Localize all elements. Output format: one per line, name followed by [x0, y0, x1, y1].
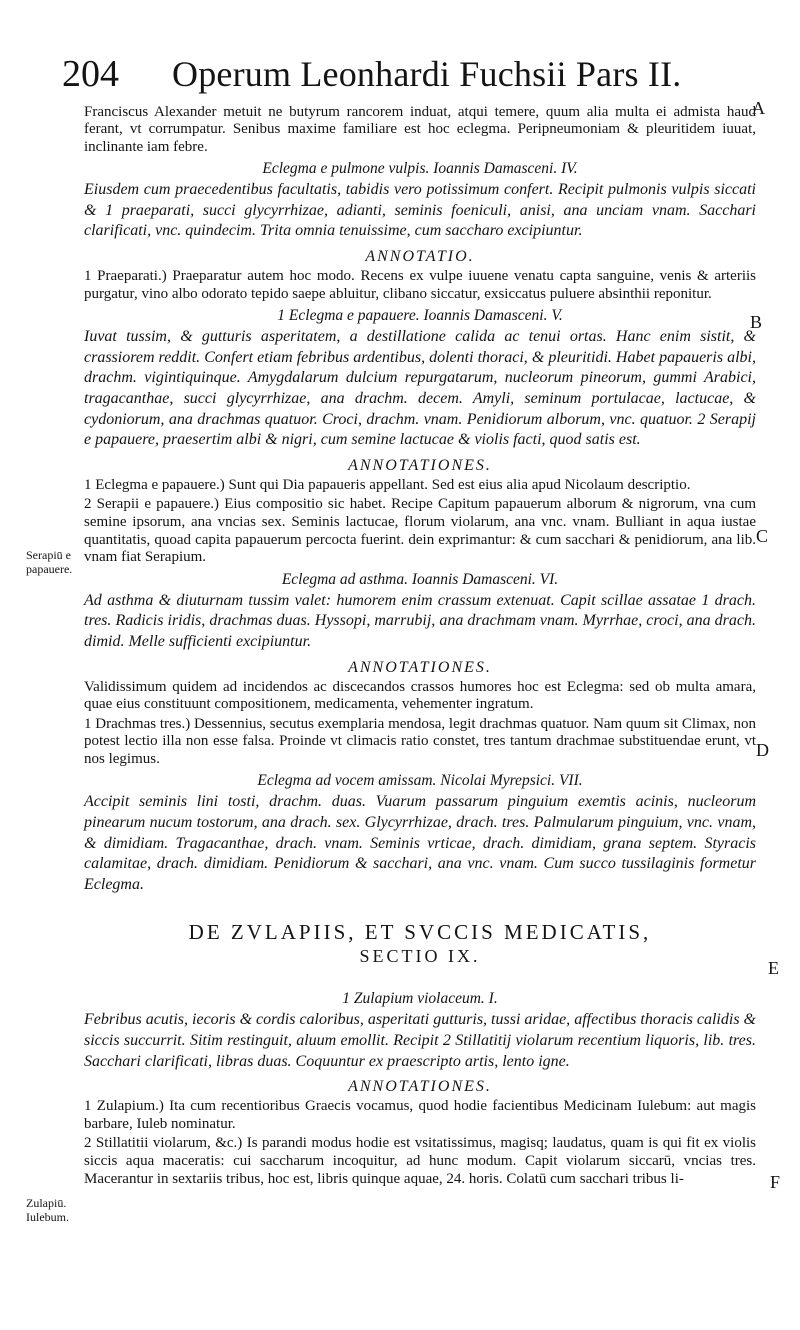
recipe-heading-iv: Eclegma e pulmone vulpis. Ioannis Damasceni. IV. — [262, 160, 578, 178]
recipe-vii: Accipit seminis lini tosti, drachm. duas. Vuarum passarum pinguium exemtis acinis, nucleorum pinearum nucum tostorum, ana drach. sex. Glycyrrhizae, drach. tres. Palmularum pinguium, vnc. vnam, & dimidiam. Tragacanthae, drach. vnam. Seminis vrticae, drach. dimidiam, grana septem. Styracis calamitae, drach. dimidiam. Penidiorum & sacchari, ana vnc. vnam. Cum succo tussilaginis formetur Eclegma. — [84, 793, 756, 893]
margin-letter-d: D — [756, 740, 769, 760]
margin-letter-e: E — [768, 958, 779, 978]
recipe-heading-zulapium: 1 Zulapium violaceum. I. — [342, 990, 498, 1008]
recipe-zulapium: Febribus acutis, iecoris & cordis caloribus, asperitati gutturis, tussi aridae, affectibus thoracis calidis & siccis succurrit. Sitim restinguit, aluum emollit. Recipit 2 Stillatitij violarum recentium liquoris, lib. tres. Sacchari clarificati, libras duas. Coquuntur ex praescripto artis, lento igne. — [84, 1011, 756, 1070]
recipe-vi: Ad asthma & diuturnam tussim valet: humorem enim crassum extenuat. Capit scillae assatae 1 drach. tres. Radicis iridis, drachmas duas. Hyssopi, marrubij, ana drachmam vnam. Myrrhae, croci, ana drach. dimid. Melle sufficienti excipiuntur. — [84, 591, 756, 650]
recipe-heading-v: 1 Eclegma e papauere. Ioannis Damasceni. V. — [277, 307, 563, 325]
margin-letter-f: F — [770, 1172, 781, 1192]
recipe-heading-vii: Eclegma ad vocem amissam. Nicolai Myrepsici. VII. — [257, 772, 583, 790]
recipe-iv: Eiusdem cum praecedentibus facultatis, tabidis vero potissimum confert. Recipit pulmonis vulpis siccati & 1 praeparati, succi glycyrrhizae, adianti, seminis foeniculi, anisi, ana unciam vnam. Sacchari clarificati, vnc. quindecim. Trita omnia tenuissime, cum saccharo excipiuntur. — [84, 181, 756, 240]
note-drachmas: 1 Drachmas tres.) Dessennius, secutus exemplaria mendosa, legit drachmas quatuor. Nam quum sit Climax, non potest lectio illa non esse falsa. Proinde vt climacis ratio constet, tres tantum drachmae substituendae erunt, vt nos legimus. — [84, 715, 756, 767]
main-text — [84, 104, 756, 1190]
note-eclegma-papauere: 1 Eclegma e papauere.) Sunt qui Dia papaueris appellant. Sed est eius alia apud Nicolaum descriptio. — [84, 476, 691, 493]
annotation-heading: ANNOTATIO. — [365, 248, 475, 265]
margin-note-zulapium: Zulapiū. Iulebum. — [26, 1196, 69, 1224]
section-number: SECTIO IX. — [359, 946, 481, 967]
recipe-heading-vi: Eclegma ad asthma. Ioannis Damasceni. VI. — [281, 570, 559, 588]
note-zulapium: 1 Zulapium.) Ita cum recentioribus Graecis vocamus, quod hodie facientibus Medicinam Iulebum: aut magis barbare, Iuleb nominatur. — [84, 1098, 756, 1132]
annotations-heading: ANNOTATIONES. — [348, 658, 492, 676]
note-stillatitii: 2 Stillatitii violarum, &c.) Is parandi modus hodie est vsitatissimus, magisq; laudatus, quam is qui fit ex violis siccis aqua maceratis: cui saccharum incoquitur, ad hunc modum. Capit violarum siccarū, vncias tres. Macerantur in sextariis tribus, hoc est, libris quinque aquae, 24. horis. Colatū cum sacchari tribus li- — [84, 1135, 756, 1187]
margin-letter-b: B — [750, 312, 763, 332]
running-head: Operum Leonhardi Fuchsii Pars II. — [172, 54, 682, 94]
annotations-heading: ANNOTATIONES. — [348, 1078, 492, 1096]
margin-note-serapium: Serapiū e papauere. — [26, 548, 73, 576]
annotations-heading: ANNOTATIONES. — [348, 456, 492, 474]
page-header — [62, 52, 742, 102]
margin-letter-a: A — [752, 98, 765, 118]
note-serapii: 2 Serapii e papauere.) Eius compositio sic habet. Recipe Capitum papauerum alborum & nigrorum, vna cum semine ipsorum, ana vncias sex. Seminis lactucae, florum violarum, ana vnc. vnam. Bulliant in aqua iustae quantitatis, quoad capita papauerum percocta fuerint. dein exprimantur: & cum sacchari & penidiorum, ana lib. vnam fiat Serapium. — [84, 496, 756, 566]
note-praeparati: 1 Praeparati.) Praeparatur autem hoc modo. Recens ex vulpe iuuene venatu capta sanguine, venis & arteriis purgatur, vino albo odorato tepido saepe abluitur, clibano siccatur, exsiccatus puluere absinthii reponitur. — [84, 268, 756, 302]
recipe-v: Iuvat tussim, & gutturis asperitatem, a destillatione calida ac tenui ortas. Hanc enim sistit, & crassiorem reddit. Confert etiam febribus ardentibus, dolenti thoraci, & pleuritidi. Habet papaueris albi, drachm. vigintiquinque. Amygdalarum dulcium repurgatarum, nucleorum pineorum, gummi Arabici, tragacanthae, succi glycyrrhizae, ana drachm. decem. Amyli, seminum portulacae, lactucae, & cydoniorum, ana drachmas quatuor. Croci, drachm. vnam. Penidiorum alborum, vnc. quatuor. 2 Serapij e papauere, praesertim albi & nigri, cum semine lactucae & violis facti, quod satis est. — [84, 328, 756, 449]
section-title: DE ZVLAPIIS, ET SVCCIS MEDICATIS, — [188, 920, 652, 945]
margin-letter-c: C — [756, 526, 769, 546]
page-number: 204 — [62, 53, 119, 95]
note-validissimum: Validissimum quidem ad incidendos ac discecandos crassos humores hoc est Eclegma: sed ob multa amara, quae eius constituunt compositionem, medicamenta, vehementer ingratum. — [84, 678, 756, 713]
paragraph-continuation: Franciscus Alexander metuit ne butyrum rancorem induat, atqui temere, quum alia multa ei admista haud ferant, vt corrumpatur. Senibus maxime familiare est hoc eclegma. Peripneumoniam & pleuritidem iuuat, inclinante iam febre. — [84, 104, 756, 155]
